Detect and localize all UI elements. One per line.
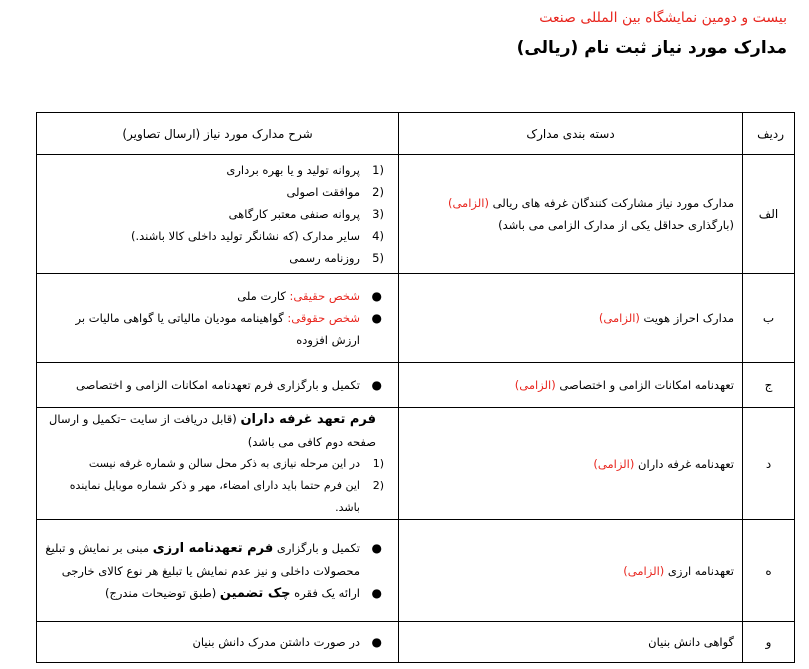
item-text: این فرم حتما باید دارای امضاء، مهر و ذکر شماره موبایل نماینده باشد.: [69, 479, 360, 514]
bullet-icon: ●: [371, 378, 382, 392]
item-number: (1: [372, 163, 384, 177]
category-text: تعهدنامه ارزی: [664, 563, 734, 578]
table-row: [37, 622, 795, 663]
list-item: [45, 475, 390, 519]
page-title: مدارک مورد نیاز ثبت نام (ریالی): [516, 38, 787, 58]
item-text: گواهینامه مودیان مالیاتی یا گواهی مالیات بر ارزش افزوده: [75, 311, 360, 347]
document-list: [45, 374, 390, 396]
table-header-row: [37, 113, 795, 155]
person-type-label: شخص حقوقی:: [287, 311, 360, 325]
category-text: تعهدنامه غرفه داران: [634, 456, 734, 471]
exhibition-subtitle: بیست و دومین نمایشگاه بین المللی صنعت: [539, 10, 787, 26]
row-category: [399, 274, 743, 363]
row-description: [37, 363, 399, 408]
item-text-pre: تکمیل و بارگزاری: [273, 540, 360, 555]
required-label: (الزامی): [593, 456, 635, 471]
item-text: پروانه تولید و یا بهره برداری: [226, 163, 360, 177]
form-note: (قابل دریافت از سایت –تکمیل و ارسال صفحه دوم کافی می باشد): [48, 412, 376, 449]
table-row: [37, 155, 795, 274]
list-item: [45, 631, 390, 653]
required-label: (الزامی): [447, 196, 489, 210]
row-category: [399, 408, 743, 520]
item-text-bold: فرم تعهدنامه ارزی: [152, 540, 274, 556]
list-item: [45, 203, 390, 225]
category-text: مدارک احراز هویت: [639, 311, 734, 325]
row-radif: د: [743, 408, 795, 520]
document-list: [45, 285, 390, 351]
row-radif: ج: [743, 363, 795, 408]
row-radif: الف: [743, 155, 795, 274]
document-header: [517, 8, 787, 60]
row-category: [399, 155, 743, 274]
list-item: [45, 374, 390, 396]
bullet-icon: ●: [371, 311, 382, 325]
row-radif: ب: [743, 274, 795, 363]
item-text: تکمیل و بارگزاری فرم تعهدنامه امکانات الزامی و اختصاصی: [76, 378, 360, 392]
person-type-label: شخص حقیقی:: [289, 289, 360, 303]
document-list: [45, 631, 390, 653]
item-number: (2: [372, 185, 384, 199]
list-item: [45, 307, 390, 351]
document-list: [45, 159, 390, 269]
item-text: روزنامه رسمی: [289, 251, 360, 265]
document-list: [45, 537, 390, 605]
category-text: تعهدنامه امکانات الزامی و اختصاصی: [555, 378, 734, 392]
list-item: [45, 181, 390, 203]
document-list: [45, 453, 390, 519]
bullet-icon: ●: [371, 289, 382, 303]
header-description: شرح مدارک مورد نیاز (ارسال تصاویر): [37, 113, 399, 155]
item-text-bold: چک تضمین: [219, 585, 291, 601]
required-label: (الزامی): [598, 311, 640, 325]
row-category: [399, 622, 743, 663]
category-text: گواهی دانش بنیان: [648, 635, 734, 649]
item-number: (3: [372, 207, 384, 221]
item-text-post: (طبق توضیحات مندرج): [104, 585, 220, 600]
row-radif: و: [743, 622, 795, 663]
item-number: (4: [372, 229, 384, 243]
list-item: [45, 159, 390, 181]
list-item: [45, 453, 390, 475]
list-item: [45, 225, 390, 247]
list-item: [45, 285, 390, 307]
row-category: [399, 520, 743, 622]
row-description: [37, 520, 399, 622]
form-title: فرم تعهد غرفه داران: [240, 412, 376, 427]
item-number: (2: [372, 479, 384, 492]
bullet-icon: ●: [371, 585, 382, 600]
item-text: در صورت داشتن مدرک دانش بنیان: [192, 635, 360, 649]
list-item: [45, 247, 390, 269]
table-row: [37, 363, 795, 408]
list-item: [45, 582, 390, 605]
item-text: سایر مدارک (که نشانگر تولید داخلی کالا باشند.): [131, 229, 360, 243]
item-text: موافقت اصولی: [286, 185, 360, 199]
category-note: (بارگذاری حداقل یکی از مدارک الزامی می باشد): [498, 218, 734, 232]
item-text: پروانه صنفی معتبر کارگاهی: [228, 207, 360, 221]
header-category: دسته بندی مدارک: [399, 113, 743, 155]
required-label: (الزامی): [514, 378, 556, 392]
header-radif: ردیف: [743, 113, 795, 155]
row-radif: ه: [743, 520, 795, 622]
row-description: [37, 155, 399, 274]
row-description: [37, 622, 399, 663]
bullet-icon: ●: [371, 635, 382, 649]
table-row: [37, 274, 795, 363]
required-label: (الزامی): [623, 563, 665, 578]
item-text: کارت ملی: [237, 289, 290, 303]
item-text: در این مرحله نیازی به ذکر محل سالن و شماره غرفه نیست: [88, 457, 360, 470]
row-description: [37, 274, 399, 363]
item-number: (1: [372, 457, 384, 470]
table-row: [37, 520, 795, 622]
table-row: [37, 408, 795, 520]
item-text-post: مبنی بر نمایش و تبلیغ محصولات داخلی و نیز عدم نمایش یا تبلیغ هر نوع کالای خارجی: [45, 540, 360, 578]
bullet-icon: ●: [371, 540, 382, 555]
category-text: مدارک مورد نیاز مشارکت کنندگان غرفه های ریالی: [488, 196, 734, 210]
item-text-pre: ارائه یک فقره: [290, 585, 360, 600]
row-category: [399, 363, 743, 408]
list-item: [45, 537, 390, 582]
item-number: (5: [372, 251, 384, 265]
required-documents-table: [36, 112, 795, 663]
row-description: [37, 408, 399, 520]
